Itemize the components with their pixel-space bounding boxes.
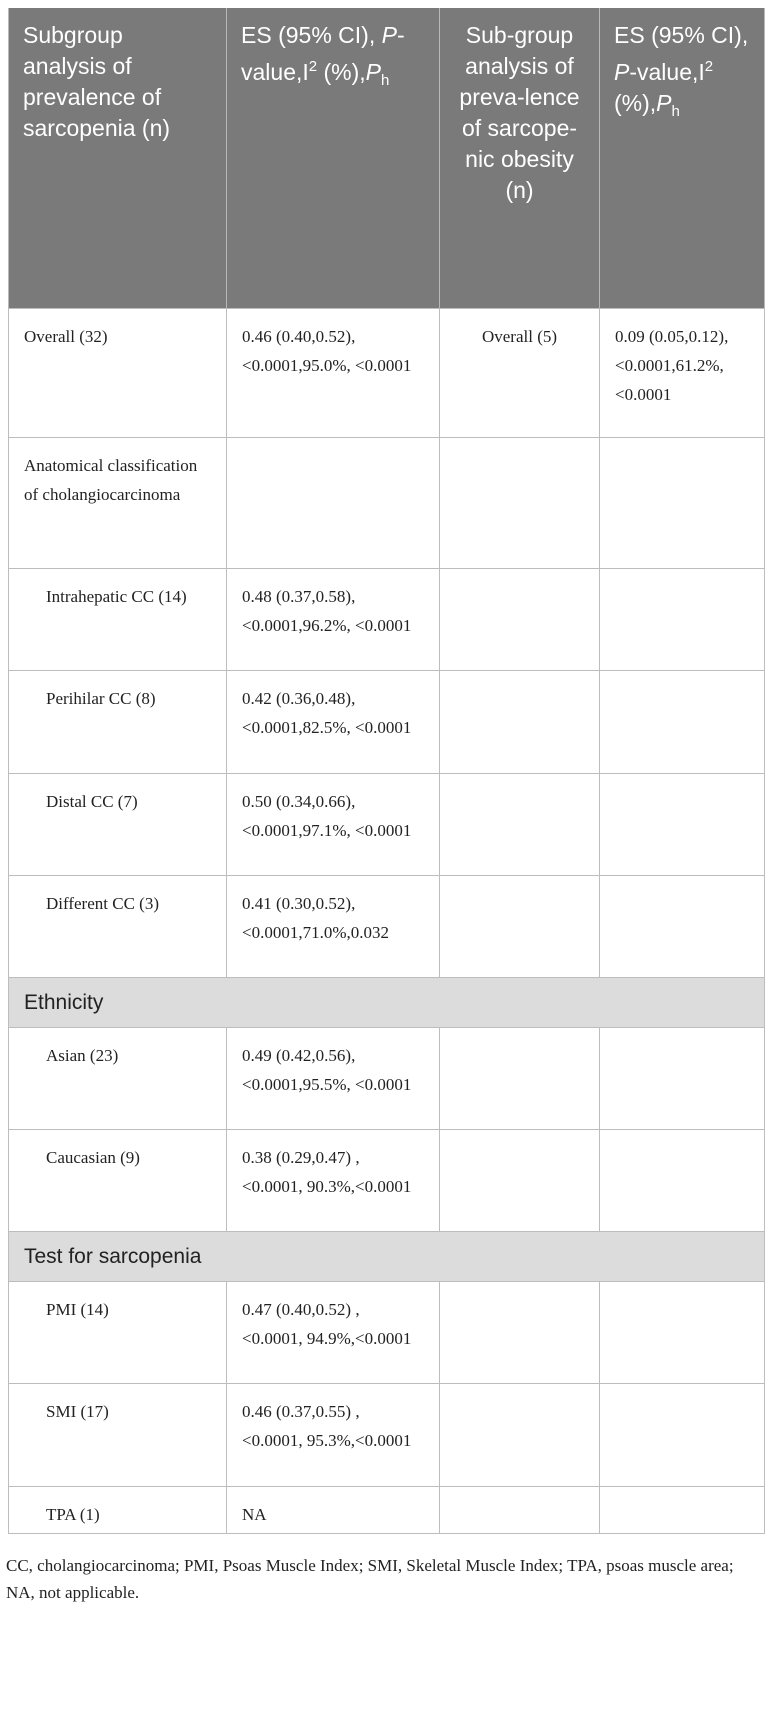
header-percent-text: (%),: [614, 90, 657, 116]
row-es-value: 0.49 (0.42,0.56), <0.0001,95.5%, <0.0001: [227, 1027, 440, 1129]
row-obesity-label: Overall (5): [440, 308, 600, 437]
empty-cell: [600, 773, 765, 875]
header-es-obesity: [600, 8, 765, 308]
subgroup-analysis-table: [8, 8, 765, 1534]
header-p-symbol: P: [614, 59, 630, 85]
header-pvalue-text: -value,I: [629, 59, 705, 85]
empty-cell: [600, 1281, 765, 1383]
row-es-value: 0.41 (0.30,0.52), <0.0001,71.0%,0.032: [227, 875, 440, 977]
row-es-value: 0.47 (0.40,0.52) , <0.0001, 94.9%,<0.0001: [227, 1281, 440, 1383]
empty-cell: [227, 437, 440, 568]
header-ph-symbol: P: [656, 90, 672, 116]
header-sarcopenia-subgroup: Subgroup analysis of prevalence of sarcopenia (n): [9, 8, 227, 308]
row-label: Anatomical classification of cholangiocarcinoma: [9, 437, 227, 568]
empty-cell: [600, 875, 765, 977]
header-i2-superscript: 2: [704, 58, 714, 75]
empty-cell: [600, 1486, 765, 1533]
row-label: Distal CC (7): [9, 773, 227, 875]
empty-cell: [600, 568, 765, 670]
header-pvalue-text: -value,I: [241, 22, 405, 85]
header-ph-subscript: h: [381, 72, 390, 89]
row-label: Different CC (3): [9, 875, 227, 977]
empty-cell: [440, 1383, 600, 1486]
section-heading: Ethnicity: [9, 977, 765, 1027]
empty-cell: [600, 1383, 765, 1486]
header-es-text: ES (95% CI),: [614, 22, 749, 48]
table-row: [9, 1027, 765, 1129]
table-row: [9, 875, 765, 977]
row-label: PMI (14): [9, 1281, 227, 1383]
header-es-text: ES (95% CI),: [241, 22, 376, 48]
header-es-sarcopenia: [227, 8, 440, 308]
row-es-value: 0.42 (0.36,0.48), <0.0001,82.5%, <0.0001: [227, 670, 440, 773]
row-label: Intrahepatic CC (14): [9, 568, 227, 670]
empty-cell: [440, 670, 600, 773]
row-es-value: 0.48 (0.37,0.58), <0.0001,96.2%, <0.0001: [227, 568, 440, 670]
header-p-symbol: P: [381, 22, 397, 48]
table-row: [9, 670, 765, 773]
empty-cell: [600, 1027, 765, 1129]
row-es-value: 0.38 (0.29,0.47) , <0.0001, 90.3%,<0.0001: [227, 1129, 440, 1231]
table-row: [9, 1486, 765, 1533]
empty-cell: [440, 1281, 600, 1383]
empty-cell: [440, 568, 600, 670]
row-es-value: 0.46 (0.40,0.52), <0.0001,95.0%, <0.0001: [227, 308, 440, 437]
table-header-row: [9, 8, 765, 308]
table-row: [9, 308, 765, 437]
row-label: Overall (32): [9, 308, 227, 437]
header-percent-text: (%),: [323, 59, 366, 85]
empty-cell: [600, 670, 765, 773]
header-obesity-subgroup: Sub-group analysis of preva-lence of sarcope-nic obesity (n): [440, 8, 600, 308]
header-ph-subscript: h: [671, 103, 680, 120]
section-row-test: [9, 1231, 765, 1281]
section-row-ethnicity: [9, 977, 765, 1027]
empty-cell: [600, 1129, 765, 1231]
header-ph-symbol: P: [365, 59, 382, 85]
table-row: [9, 1383, 765, 1486]
empty-cell: [600, 437, 765, 568]
table-row: [9, 437, 765, 568]
header-i2-superscript: 2: [308, 58, 318, 75]
empty-cell: [440, 1486, 600, 1533]
empty-cell: [440, 773, 600, 875]
row-es-value: NA: [227, 1486, 440, 1533]
row-obesity-es-value: 0.09 (0.05,0.12), <0.0001,61.2%, <0.0001: [600, 308, 765, 437]
empty-cell: [440, 1129, 600, 1231]
row-es-value: 0.46 (0.37,0.55) , <0.0001, 95.3%,<0.0001: [227, 1383, 440, 1486]
table-row: [9, 1129, 765, 1231]
section-heading: Test for sarcopenia: [9, 1231, 765, 1281]
table-row: [9, 568, 765, 670]
row-label: Asian (23): [9, 1027, 227, 1129]
table-row: [9, 773, 765, 875]
row-es-value: 0.50 (0.34,0.66), <0.0001,97.1%, <0.0001: [227, 773, 440, 875]
results-table-container: [8, 8, 764, 1534]
row-label: Perihilar CC (8): [9, 670, 227, 773]
row-label: Caucasian (9): [9, 1129, 227, 1231]
empty-cell: [440, 437, 600, 568]
row-label: SMI (17): [9, 1383, 227, 1486]
empty-cell: [440, 875, 600, 977]
empty-cell: [440, 1027, 600, 1129]
row-label: TPA (1): [9, 1486, 227, 1533]
table-row: [9, 1281, 765, 1383]
table-footnote: CC, cholangiocarcinoma; PMI, Psoas Muscle Index; SMI, Skeletal Muscle Index; TPA, psoas muscle area; NA, not applicable.: [6, 1556, 734, 1602]
